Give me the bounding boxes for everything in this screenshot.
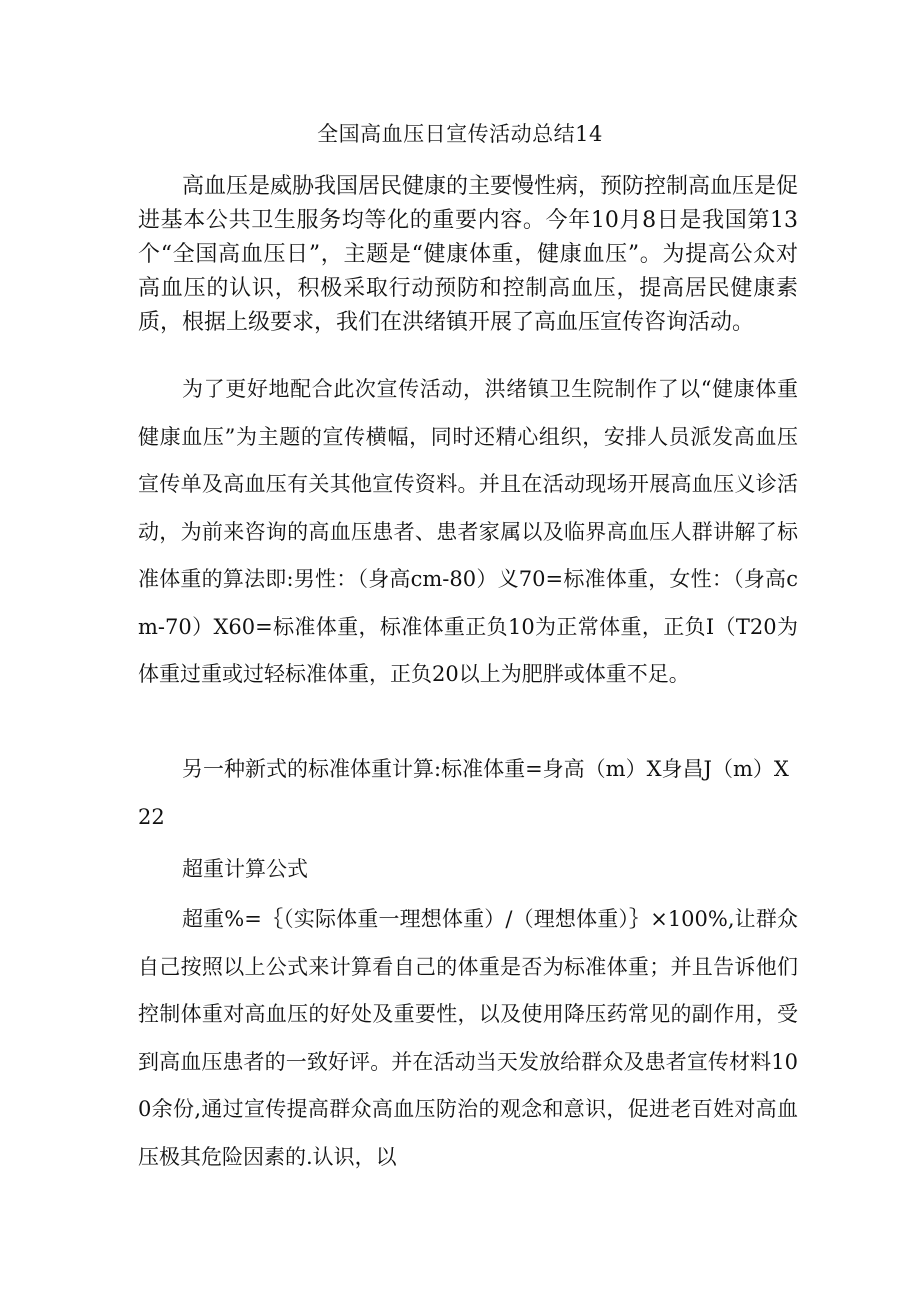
paragraph-new-formula: 另一种新式的标准体重计算:标准体重=身高（m）X身昌J（m）X22 bbox=[138, 757, 789, 829]
paragraph-activity: 为了更好地配合此次宣传活动，洪绪镇卫生院制作了以“健康体重健康血压”为主题的宣传横幅，同时还精心组织，安排人员派发高血压宣传单及高血压有关其他宣传资料。并且在活动现场开展高血压义诊活动，为前来咨询的高血压患者、患者家属以及临界高血压人群讲解了标准体重的算法即:男性：（身高cm-80）义70=标准体重，女性：（身高cm-70）X60=标准体重，标准体重正负10为正常体重，正负I（T20为体重过重或过轻标准体重，正负20以上为肥胖或体重不足。 bbox=[138, 377, 798, 686]
paragraph-overweight-heading: 超重计算公式 bbox=[182, 857, 308, 881]
document-title: 全国高血压日宣传活动总结14 bbox=[317, 122, 603, 146]
paragraph-intro: 高血压是威胁我国居民健康的主要慢性病，预防控制高血压是促进基本公共卫生服务均等化的重要内容。今年10月8日是我国第13个“全国高血压日”，主题是“健康体重，健康血压”。为提高公众对高血压的认识，积极采取行动预防和控制高血压，提高居民健康素质，根据上级要求，我们在洪绪镇开展了高血压宣传咨询活动。 bbox=[138, 174, 799, 335]
paragraph-overweight-formula: 超重%=｛（实际体重一理想体重）/（理想体重）｝×100%,让群众自己按照以上公式来计算看自己的体重是否为标准体重；并且告诉他们控制体重对高血压的好处及重要性，以及使用降压药常见的副作用，受到高血压患者的一致好评。并在活动当天发放给群众及患者宣传材料100余份,通过宣传提高群众高血压防治的观念和意识，促进老百姓对高血压极其危险因素的.认识，以 bbox=[138, 907, 798, 1169]
